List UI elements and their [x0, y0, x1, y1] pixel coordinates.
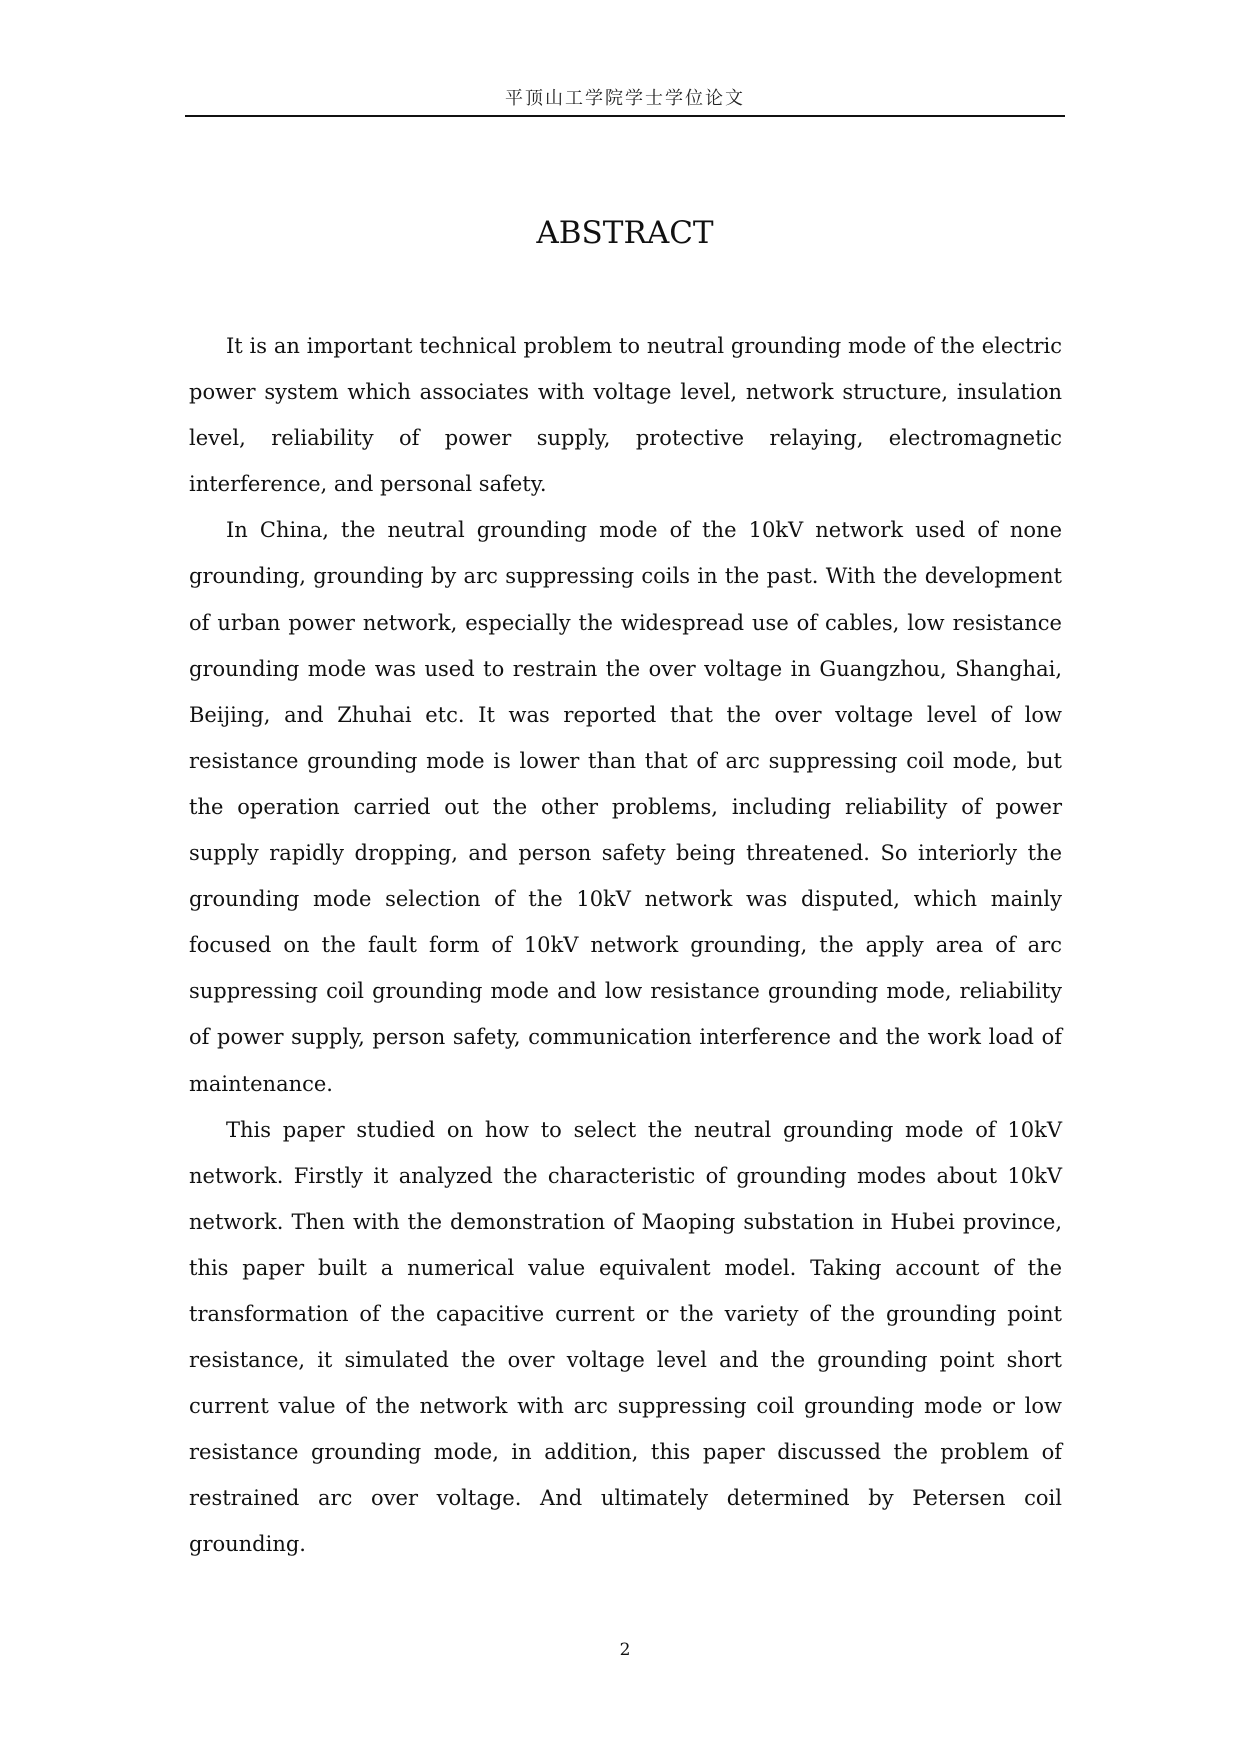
abstract-paragraph-3: This paper studied on how to select the neutral grounding mode of 10kV network. Firstly it analyzed the characteristic of grounding modes about 10kV network. Then with the demonstration of Maoping substation in Hubei province, this paper built a numerical value equivalent model. Taking account of the transformation of the capacitive current or the variety of the grounding point resistance, it simulated the over voltage level and the grounding point short current value of the network with arc suppressing coil grounding mode or low resistance grounding mode, in addition, this paper discussed the problem of restrained arc over voltage. And ultimately determined by Petersen coil grounding.	[189, 1117, 1062, 1557]
page-number: 2	[619, 1640, 631, 1660]
abstract-body	[189, 323, 1062, 1568]
header-rule	[185, 115, 1065, 117]
abstract-title: ABSTRACT	[536, 215, 714, 251]
running-header: 平顶山工学院学士学位论文	[505, 88, 745, 109]
abstract-paragraph-1: It is an important technical problem to neutral grounding mode of the electric power system which associates with voltage level, network structure, insulation level, reliability of power supply, protective relaying, electromagnetic interference, and personal safety.	[189, 334, 1062, 497]
abstract-paragraph-2: In China, the neutral grounding mode of the 10kV network used of none grounding, grounding by arc suppressing coils in the past. With the development of urban power network, especially the widespread use of cables, low resistance grounding mode was used to restrain the over voltage in Guangzhou, Shanghai, Beijing, and Zhuhai etc. It was reported that the over voltage level of low resistance grounding mode is lower than that of arc suppressing coil mode, but the operation carried out the other problems, including reliability of power supply rapidly dropping, and person safety being threatened. So interiorly the grounding mode selection of the 10kV network was disputed, which mainly focused on the fault form of 10kV network grounding, the apply area of arc suppressing coil grounding mode and low resistance grounding mode, reliability of power supply, person safety, communication interference and the work load of maintenance.	[189, 518, 1062, 1096]
